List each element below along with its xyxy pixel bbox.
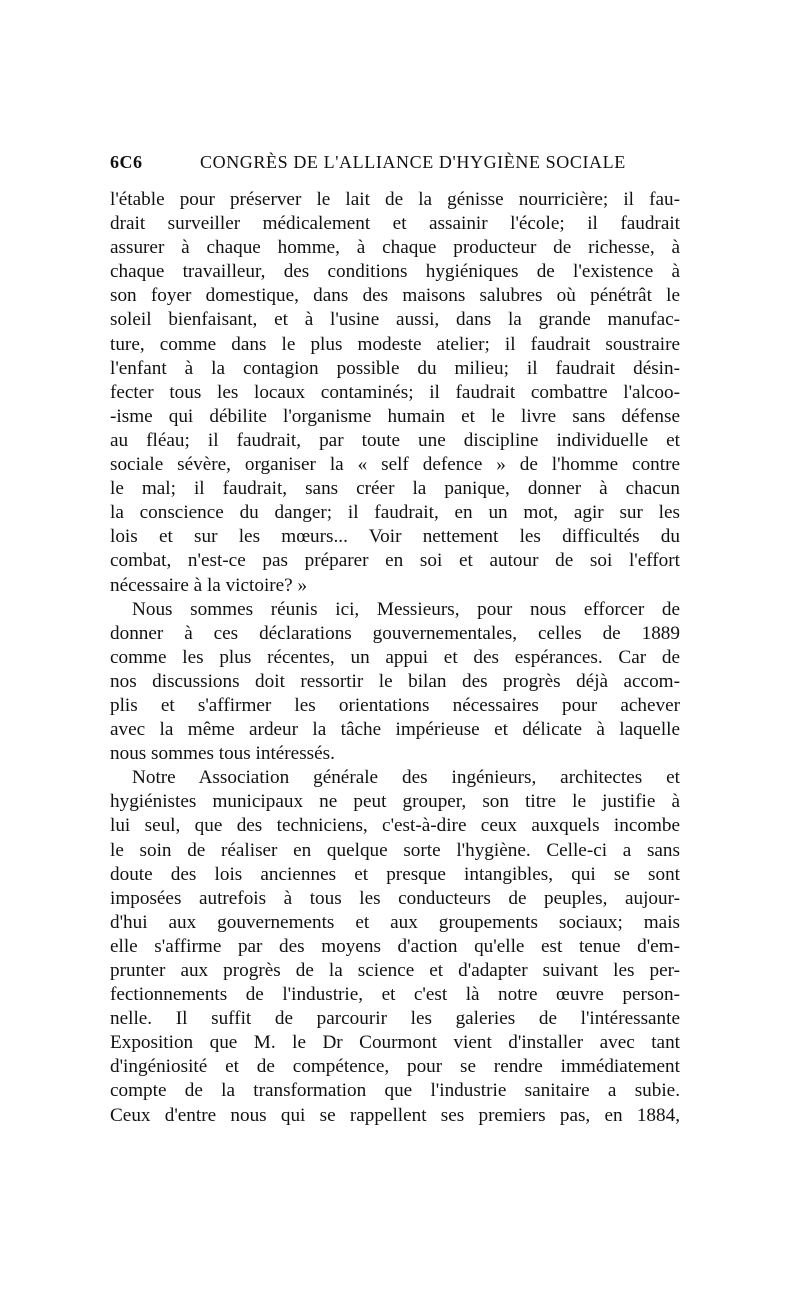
text-line: compte de la transformation que l'industrie sanitaire a subie. (110, 1080, 680, 1102)
text-line: soleil bienfaisant, et à l'usine aussi, dans la grande manufac- (110, 309, 680, 331)
text-line: Exposition que M. le Dr Courmont vient d'installer avec tant (110, 1032, 680, 1054)
text-line: imposées autrefois à tous les conducteurs de peuples, aujour- (110, 887, 680, 909)
text-line: donner à ces déclarations gouvernementales, celles de 1889 (110, 622, 680, 644)
text-line: Notre Association générale des ingénieurs, architectes et (132, 767, 680, 789)
text-line: Ceux d'entre nous qui se rappellent ses premiers pas, en 1884, (110, 1104, 680, 1126)
text-line: comme les plus récentes, un appui et des espérances. Car de (110, 646, 680, 668)
text-line: fecter tous les locaux contaminés; il faudrait combattre l'alcoo- (110, 381, 680, 403)
text-line: d'ingéniosité et de compétence, pour se rendre immédiatement (110, 1056, 680, 1078)
text-line: doute des lois anciennes et presque intangibles, qui se sont (110, 863, 680, 885)
text-line: chaque travailleur, des conditions hygiéniques de l'existence à (110, 261, 680, 283)
text-line: Nous sommes réunis ici, Messieurs, pour nous efforcer de (132, 598, 680, 620)
text-line: ture, comme dans le plus modeste atelier; il faudrait soustraire (110, 333, 680, 355)
running-title: CONGRÈS DE L'ALLIANCE D'HYGIÈNE SOCIALE (200, 152, 626, 172)
text-line: lois et sur les mœurs... Voir nettement les difficultés du (110, 526, 680, 548)
page-number: 6C6 (110, 152, 143, 172)
text-line: son foyer domestique, dans des maisons salubres où pénétrât le (110, 285, 680, 307)
text-line: nos discussions doit ressortir le bilan des progrès déjà accom- (110, 670, 680, 692)
text-line: fectionnements de l'industrie, et c'est là notre œuvre person- (110, 984, 680, 1006)
text-line: nécessaire à la victoire? » (110, 574, 308, 596)
text-line: lui seul, que des techniciens, c'est-à-dire ceux auxquels incombe (110, 815, 680, 837)
text-line: plis et s'affirmer les orientations nécessaires pour achever (110, 694, 680, 716)
body-text (110, 188, 680, 1128)
text-line: assurer à chaque homme, à chaque producteur de richesse, à (110, 237, 680, 259)
text-line: d'hui aux gouvernements et aux groupements sociaux; mais (110, 911, 680, 933)
text-line: combat, n'est-ce pas préparer en soi et autour de soi l'effort (110, 550, 680, 572)
text-line: sociale sévère, organiser la « self defence » de l'homme contre (110, 454, 680, 476)
text-line: le mal; il faudrait, sans créer la panique, donner à chacun (110, 478, 680, 500)
text-line: l'enfant à la contagion possible du milieu; il faudrait désin- (110, 357, 680, 379)
text-line: drait surveiller médicalement et assainir l'école; il faudrait (110, 213, 680, 235)
page-header (110, 152, 680, 182)
text-line: au fléau; il faudrait, par toute une discipline individuelle et (110, 429, 680, 451)
text-line: nous sommes tous intéressés. (110, 743, 335, 765)
text-line: nelle. Il suffit de parcourir les galeries de l'intéressante (110, 1008, 680, 1030)
text-line: la conscience du danger; il faudrait, en un mot, agir sur les (110, 502, 680, 524)
text-line: prunter aux progrès de la science et d'adapter suivant les per- (110, 960, 680, 981)
text-line: -isme qui débilite l'organisme humain et le livre sans défense (110, 405, 680, 427)
text-line: elle s'affirme par des moyens d'action qu'elle est tenue d'em- (110, 935, 680, 957)
text-line: hygiénistes municipaux ne peut grouper, son titre le justifie à (110, 791, 680, 813)
text-line: avec la même ardeur la tâche impérieuse et délicate à laquelle (110, 719, 680, 741)
text-line: l'étable pour préserver le lait de la génisse nourricière; il fau- (110, 189, 680, 210)
text-line: le soin de réaliser en quelque sorte l'hygiène. Celle-ci a sans (110, 839, 680, 861)
